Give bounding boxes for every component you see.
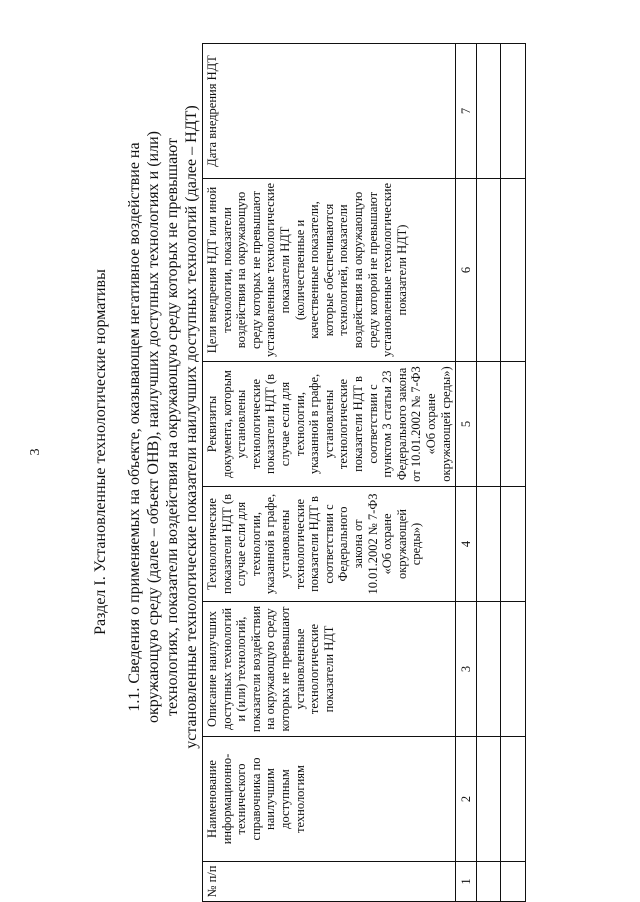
table-cell [501,362,526,487]
column-number: 2 [456,737,477,862]
table-cell [477,487,501,602]
table-cell [477,179,501,362]
header-cell-number: № п/п [203,862,456,902]
table-cell [501,737,526,862]
header-cell-goals: Цели внедрения НДТ или иной технологии, показатели воздействия на окружающую среду которых не превышают установленные технологические показатели НДТ (количественные и качественные показатели, которые обеспечиваются технологией, показатели воздействия на окружающую среду которой не превышают установленные технологические показатели НДТ) [203,179,456,362]
table-cell [501,44,526,179]
table-row [501,44,526,902]
technology-table [202,43,526,902]
column-number: 5 [456,362,477,487]
table-cell [501,602,526,737]
table-row [477,44,501,902]
subsection-title: 1.1. Сведения о применяемых на объекте, оказывающем негативное воздействие на окружающую среду (далее – объект ОНВ), наилучших доступных технологиях и (или) технологиях, показатели воздействия на окружающую среду которых не превышают установленные технологические показатели наилучших доступных технологий (далее – НДТ) [126,105,200,749]
column-number: 3 [456,602,477,737]
table-cell [501,862,526,902]
section-title: Раздел I. Установленные технологические нормативы [92,269,109,635]
column-number: 7 [456,44,477,179]
column-number: 6 [456,179,477,362]
table-cell [477,44,501,179]
column-number: 1 [456,862,477,902]
table-cell [477,602,501,737]
table-header-row [203,44,456,902]
column-number: 4 [456,487,477,602]
table-cell [501,487,526,602]
header-cell-date: Дата внедрения НДТ [203,44,456,179]
table-cell [477,737,501,862]
header-cell-document-details: Реквизиты документа, которым установлены технологические показатели НДТ (в случае если для технологии, указанной в графе, установлены технологические показатели НДТ в соответствии с пунктом 3 статьи 23 Федерального закона от 10.01.2002 № 7-ФЗ «Об охране окружающей среды») [203,362,456,487]
header-cell-description: Описание наилучших доступных технологий и (или) технологий, показатели воздействия на окружающую среду которых не превышают установленные технологические показатели НДТ [203,602,456,737]
table-cell [501,179,526,362]
column-number-row [456,44,477,902]
page-number: 3 [28,448,43,456]
table-cell [477,362,501,487]
table-cell [477,862,501,902]
rotated-landscape-content [0,2,640,902]
header-cell-reference-book: Наименование информационно-технического справочника по наилучшим доступным технологиям [203,737,456,862]
header-cell-indicators: Технологические показатели НДТ (в случае если для технологии, указанной в графе, установлены технологические показатели НДТ в соответствии с Федерального закона от 10.01.2002 № 7-ФЗ «Об охране окружающей среды») [203,487,456,602]
